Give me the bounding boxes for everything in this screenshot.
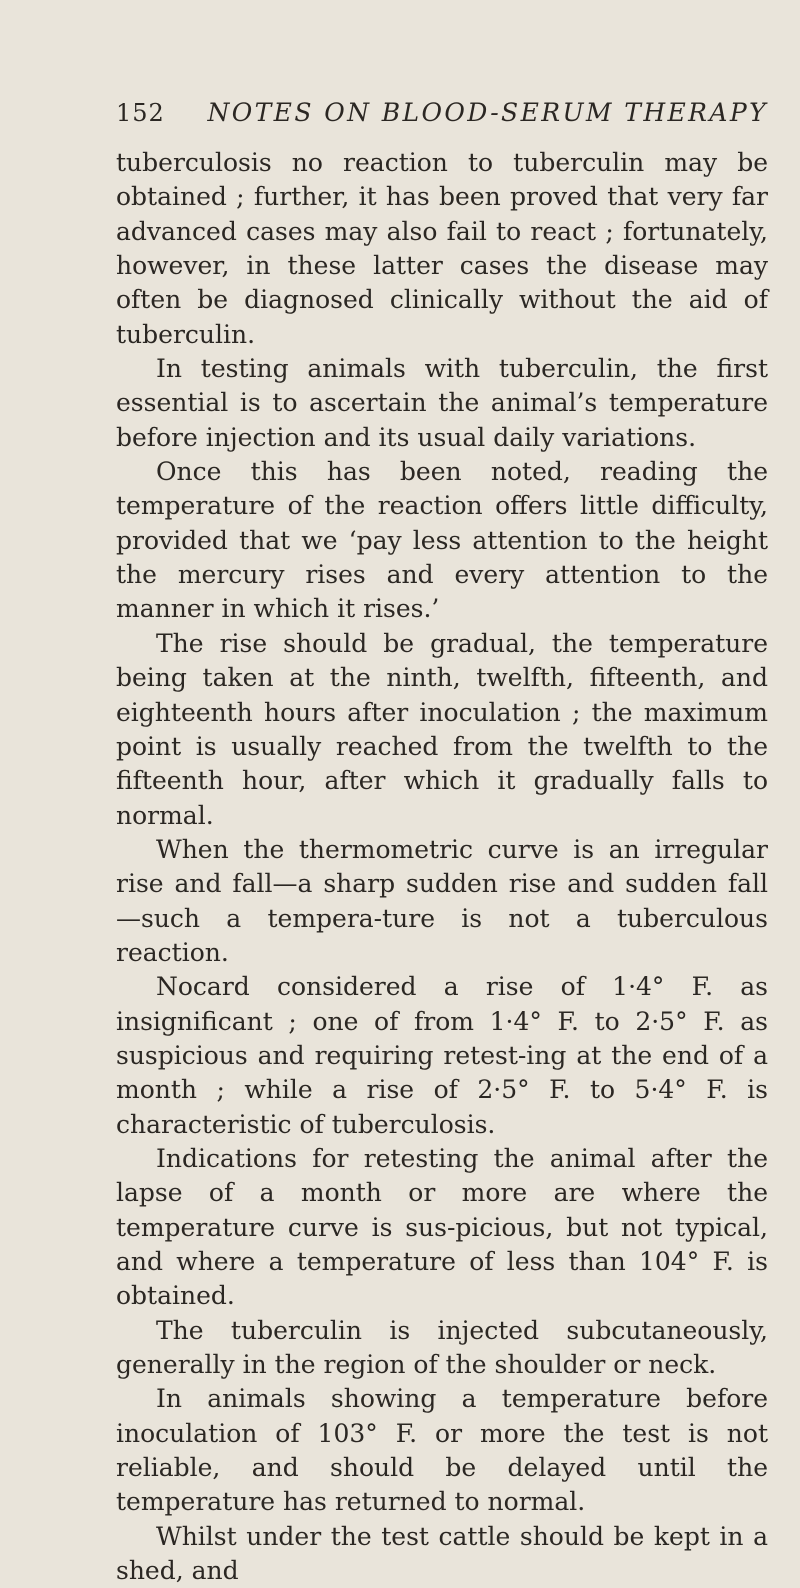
running-title: NOTES ON BLOOD-SERUM THERAPY — [207, 98, 768, 127]
paragraph: The tuberculin is injected subcutaneously, generally in the region of the shoulder or neck. — [116, 1315, 768, 1380]
running-head — [116, 98, 768, 142]
paragraph: When the thermometric curve is an irregular rise and fall—a sharp sudden rise and sudden fall—such a tempera-ture is not a tuberculous reaction. — [116, 834, 768, 967]
paragraph: Indications for retesting the animal after the lapse of a month or more are where the temperature curve is sus-picious, but not typical, and where a temperature of less than 104° F. is obtained. — [116, 1143, 768, 1311]
paragraph: tuberculosis no reaction to tuberculin may be obtained ; further, it has been proved that very far advanced cases may also fail to react ; fortunately, however, in these latter cases the disease may often be diagnosed clinically without the aid of tuberculin. — [116, 148, 768, 349]
paragraph: The rise should be gradual, the temperature being taken at the ninth, twelfth, fifteenth, and eighteenth hours after inoculation ; the maximum point is usually reached from the twelfth to the fifteenth hour, after which it gradually falls to normal. — [116, 628, 768, 830]
paragraph: Once this has been noted, reading the temperature of the reaction offers little difficulty, provided that we ‘pay less attention to the height the mercury rises and every attention to the manner in which it rises.’ — [116, 457, 768, 624]
paragraph: Nocard considered a rise of 1·4° F. as insignificant ; one of from 1·4° F. to 2·5° F. as suspicious and requiring retest-ing at the end of a month ; while a rise of 2·5° F. to 5·4° F. is characteristic of tuberculosis. — [116, 972, 768, 1139]
body-text — [116, 146, 768, 1588]
paragraph: In animals showing a temperature before inoculation of 103° F. or more the test is not reliable, and should be delayed until the temperature has returned to normal. — [116, 1384, 768, 1517]
page-number: 152 — [116, 99, 165, 127]
paragraph: Whilst under the test cattle should be kept in a shed, and — [116, 1521, 768, 1586]
paragraph: In testing animals with tuberculin, the first essential is to ascertain the animal’s temperature before injection and its usual daily variations. — [116, 354, 768, 452]
